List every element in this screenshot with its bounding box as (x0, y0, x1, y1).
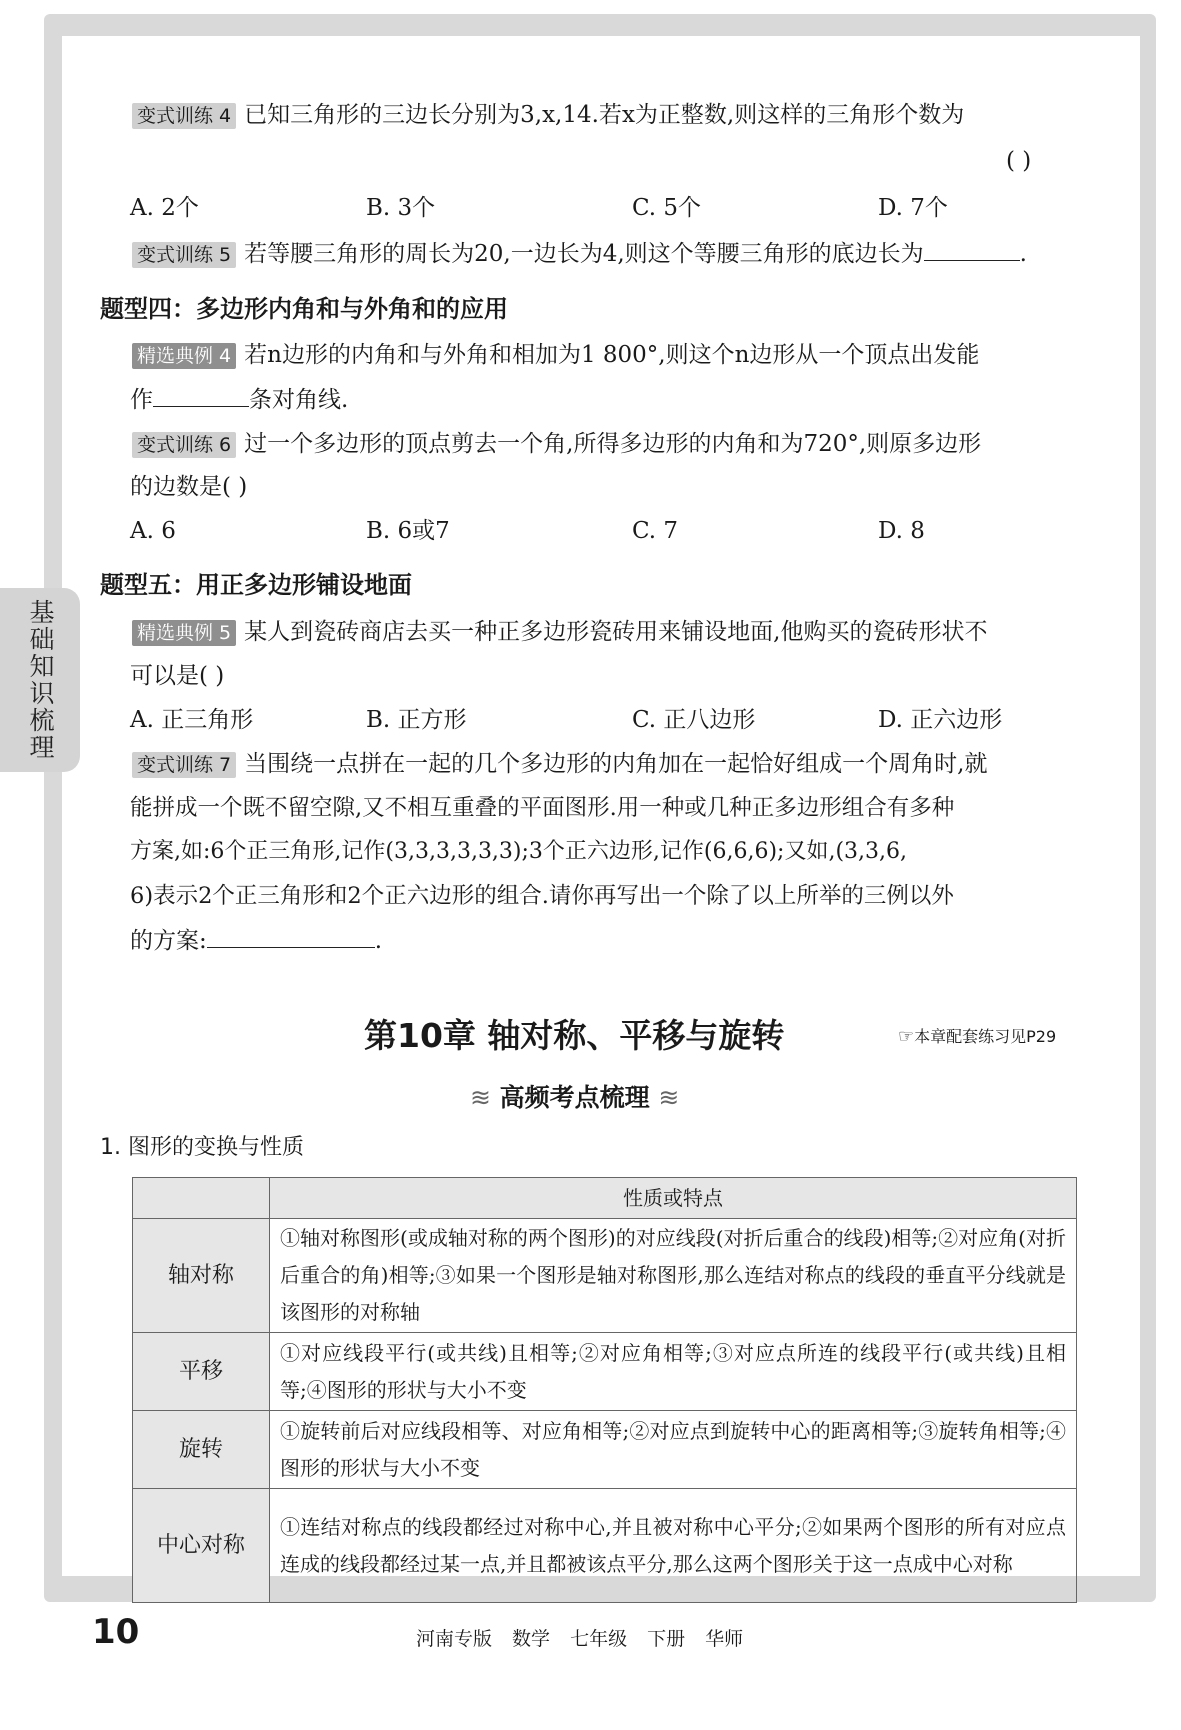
exercise-6-option-a[interactable]: A. 6 (130, 518, 176, 544)
exercise-5-text: 若等腰三角形的周长为20,一边长为4,则这个等腰三角形的底边长为 (244, 241, 924, 267)
selected-example-4 (132, 340, 979, 370)
row-desc: ①对应线段平行(或共线)且相等;②对应角相等;③对应点所连的线段平行(或共线)且相等;④图形的形状与大小不变 (270, 1333, 1077, 1411)
exercise-7-end: . (374, 928, 383, 954)
exercise-7-line2: 能拼成一个既不留空隙,又不相互重叠的平面图形.用一种或几种正多边形组合有多种 (130, 795, 955, 821)
selected-example-5-tag: 精选典例 5 (132, 620, 236, 646)
table-row (133, 1411, 1077, 1489)
table-header-empty (133, 1178, 270, 1219)
exercise-6-option-b[interactable]: B. 6或7 (366, 518, 450, 544)
chapter-reference[interactable] (898, 1024, 1056, 1047)
selected-example-5-line2: 可以是( ) (130, 663, 225, 689)
selected-example-4-blank[interactable] (153, 384, 249, 407)
exercise-4-answer-paren: ( ) (1006, 148, 1032, 174)
exercise-5-tag: 变式训练 5 (132, 242, 236, 268)
exercise-7-line5 (130, 925, 382, 956)
selected-example-5-line1: 某人到瓷砖商店去买一种正多边形瓷砖用来铺设地面,他购买的瓷砖形状不 (244, 619, 988, 645)
row-name: 轴对称 (133, 1219, 270, 1333)
exercise-7-blank[interactable] (207, 925, 375, 948)
exercise-6-option-c[interactable]: C. 7 (632, 518, 679, 544)
table-row (133, 1219, 1077, 1333)
exercise-5 (132, 238, 1027, 269)
pointing-hand-icon: ☞ (898, 1026, 915, 1047)
chapter-title: 第10章 轴对称、平移与旋转 (364, 1016, 785, 1055)
exercise-4-option-d[interactable]: D. 7个 (878, 195, 948, 221)
side-tab-label: 基础知识梳理 (26, 599, 55, 761)
exercise-6-line1: 过一个多边形的顶点剪去一个角,所得多边形的内角和为720°,则原多边形 (244, 431, 982, 457)
wave-right-icon: ≋ (658, 1083, 680, 1112)
exercise-7-tag: 变式训练 7 (132, 752, 236, 778)
section-banner-text: 高频考点梳理 (499, 1083, 650, 1112)
exercise-5-blank[interactable] (924, 238, 1020, 261)
type-4-heading: 题型四：多边形内角和与外角和的应用 (100, 295, 508, 323)
row-desc: ①连结对称点的线段都经过对称中心,并且被对称中心平分;②如果两个图形的所有对应点连成的线段都经过某一点,并且都被该点平分,那么这两个图形关于这一点成中心对称 (270, 1489, 1077, 1603)
row-name: 旋转 (133, 1411, 270, 1489)
selected-example-4-line2 (130, 384, 348, 415)
selected-example-4-pre: 作 (130, 387, 153, 413)
exercise-4-text: 已知三角形的三边长分别为3,x,14.若x为正整数,则这样的三角形个数为 (244, 102, 965, 128)
row-name: 平移 (133, 1333, 270, 1411)
footer-text: 河南专版 数学 七年级 下册 华师 (416, 1628, 744, 1650)
exercise-5-end: . (1019, 241, 1027, 267)
exercise-7-line1: 当围绕一点拼在一起的几个多边形的内角加在一起恰好组成一个周角时,就 (244, 751, 988, 777)
exercise-4-option-b[interactable]: B. 3个 (366, 195, 436, 221)
exercise-6-tag: 变式训练 6 (132, 432, 236, 458)
exercise-4 (132, 100, 964, 130)
selected-example-4-line1: 若n边形的内角和与外角和相加为1 800°,则这个n边形从一个顶点出发能 (244, 342, 980, 368)
chapter-reference-text: 本章配套练习见P29 (914, 1027, 1057, 1046)
table-header-row (133, 1178, 1077, 1219)
section-banner (470, 1078, 679, 1114)
selected-example-5-option-a[interactable]: A. 正三角形 (130, 707, 254, 733)
wave-left-icon: ≋ (470, 1083, 491, 1112)
selected-example-5-option-b[interactable]: B. 正方形 (366, 707, 467, 733)
exercise-4-tag: 变式训练 4 (132, 103, 236, 129)
exercise-6-line2: 的边数是( ) (130, 474, 248, 500)
exercise-7-line3: 方案,如:6个正三角形,记作(3,3,3,3,3,3);3个正六边形,记作(6,6,6);又如,(3,3,6, (130, 839, 908, 864)
table-row (133, 1333, 1077, 1411)
exercise-7 (132, 749, 987, 779)
row-desc: ①轴对称图形(或成轴对称的两个图形)的对应线段(对折后重合的线段)相等;②对应角(对折后重合的角)相等;③如果一个图形是轴对称图形,那么连结对称点的线段的垂直平分线就是该图形的对称轴 (270, 1219, 1077, 1333)
table-header: 性质或特点 (270, 1178, 1077, 1219)
exercise-6 (132, 429, 981, 459)
selected-example-4-post: 条对角线. (249, 387, 349, 413)
exercise-6-option-d[interactable]: D. 8 (878, 518, 925, 544)
selected-example-4-tag: 精选典例 4 (132, 343, 236, 369)
side-tab[interactable] (0, 588, 80, 772)
table-row (133, 1489, 1077, 1603)
exercise-4-option-a[interactable]: A. 2个 (130, 195, 199, 221)
exercise-7-line4: 6)表示2个正三角形和2个正六边形的组合.请你再写出一个除了以上所举的三例以外 (130, 883, 954, 909)
properties-table (132, 1177, 1077, 1603)
exercise-4-option-c[interactable]: C. 5个 (632, 195, 702, 221)
row-name: 中心对称 (133, 1489, 270, 1603)
selected-example-5-option-c[interactable]: C. 正八边形 (632, 707, 756, 733)
page-number: 10 (92, 1612, 140, 1652)
exercise-7-pre: 的方案: (130, 928, 207, 954)
row-desc: ①旋转前后对应线段相等、对应角相等;②对应点到旋转中心的距离相等;③旋转角相等;④图形的形状与大小不变 (270, 1411, 1077, 1489)
type-5-heading: 题型五：用正多边形铺设地面 (100, 571, 412, 599)
sub-heading: 1. 图形的变换与性质 (100, 1135, 304, 1160)
selected-example-5 (132, 617, 987, 647)
selected-example-5-option-d[interactable]: D. 正六边形 (878, 707, 1003, 733)
